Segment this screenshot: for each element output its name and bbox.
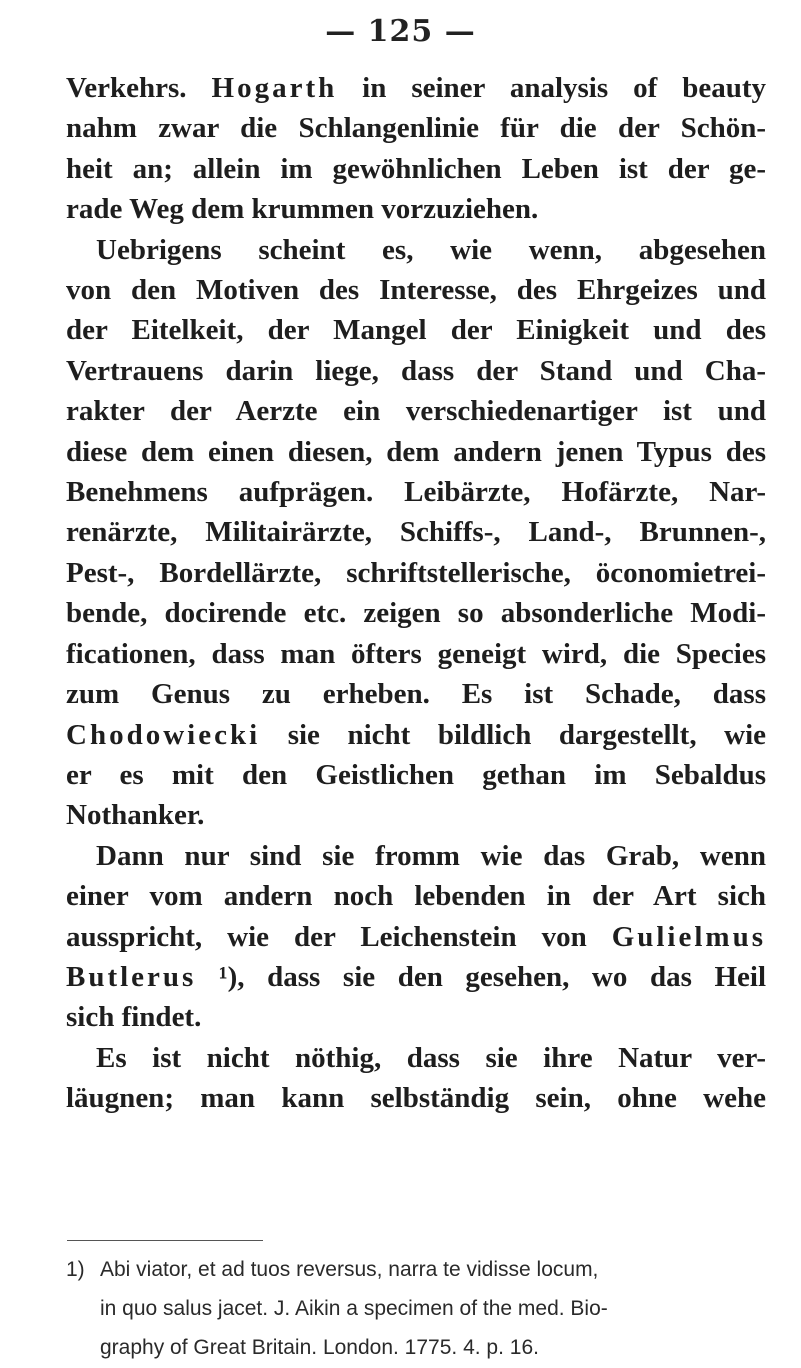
text-line-17: Chodowiecki sie nicht bildlich dargestellt, wie — [66, 718, 766, 751]
footnote-line-3: graphy of Great Britain. London. 1775. 4. p. 16. — [100, 1336, 539, 1359]
text-line-9: rakter der Aerzte ein verschiedenartiger ist und — [66, 395, 766, 428]
text-line-23: Butlerus ¹), dass sie den gesehen, wo das Heil — [66, 960, 766, 993]
text-line-18: er es mit den Geistlichen gethan im Sebaldus — [66, 758, 766, 791]
text-line-12: renärzte, Militairärzte, Schiffs-, Land-, Brunnen-, — [66, 516, 766, 549]
text-line-6: von den Motiven des Interesse, des Ehrgeizes und — [66, 274, 766, 307]
text-line-19: Nothanker. — [66, 799, 205, 832]
text-line-13: Pest-, Bordellärzte, schriftstellerische, öconomietrei- — [66, 556, 766, 589]
emphasized-name-hogarth: Hogarth — [211, 72, 338, 104]
text-line-16: zum Genus zu erheben. Es ist Schade, dass — [66, 678, 766, 711]
body-text — [66, 68, 766, 1119]
text-line-4: rade Weg dem krummen vorzuziehen. — [66, 193, 539, 226]
footnote-line-2: in quo salus jacet. J. Aikin a specimen of the med. Bio- — [100, 1297, 608, 1320]
text-line-21: einer vom andern noch lebenden in der Art sich — [66, 880, 766, 913]
footnote — [66, 1250, 766, 1367]
text-line-25: Es ist nicht nöthig, dass sie ihre Natur ver- — [96, 1041, 766, 1074]
text-line-5: Uebrigens scheint es, wie wenn, abgesehen — [96, 233, 766, 266]
text-line-2: nahm zwar die Schlangenlinie für die der Schön- — [66, 112, 766, 145]
text-line-10: diese dem einen diesen, dem andern jenen Typus des — [66, 435, 766, 468]
footnote-divider — [67, 1240, 263, 1241]
text-line-3: heit an; allein im gewöhnlichen Leben ist der ge- — [66, 152, 766, 185]
text-line-26: läugnen; man kann selbständig sein, ohne wehe — [66, 1082, 766, 1115]
page-number: — 125 — — [325, 14, 476, 49]
text-line-14: bende, docirende etc. zeigen so absonderliche Modi- — [66, 597, 766, 630]
text-line-24: sich findet. — [66, 1001, 202, 1034]
emphasized-name-butlerus: Butlerus — [66, 960, 197, 993]
text-line-8: Vertrauens darin liege, dass der Stand und Cha- — [66, 354, 766, 387]
text-line-7: der Eitelkeit, der Mangel der Einigkeit und des — [66, 314, 766, 347]
text-line-15: ficationen, dass man öfters geneigt wird, die Species — [66, 637, 766, 670]
text-line-11: Benehmens aufprägen. Leibärzte, Hofärzte, Nar- — [66, 476, 766, 509]
emphasized-name-chodowiecki: Chodowiecki — [66, 718, 261, 751]
text-line-20: Dann nur sind sie fromm wie das Grab, wenn — [96, 839, 766, 872]
footnote-number: 1) — [66, 1258, 85, 1281]
footnote-line-1: 1) Abi viator, et ad tuos reversus, narra te vidisse locum, — [66, 1250, 766, 1289]
emphasized-name-gulielmus: Gulielmus — [611, 920, 766, 953]
text-line-1: Verkehrs. Hogarth in seiner analysis of beauty — [66, 72, 766, 104]
text-line-22: ausspricht, wie der Leichenstein von Gulielmus — [66, 920, 766, 953]
